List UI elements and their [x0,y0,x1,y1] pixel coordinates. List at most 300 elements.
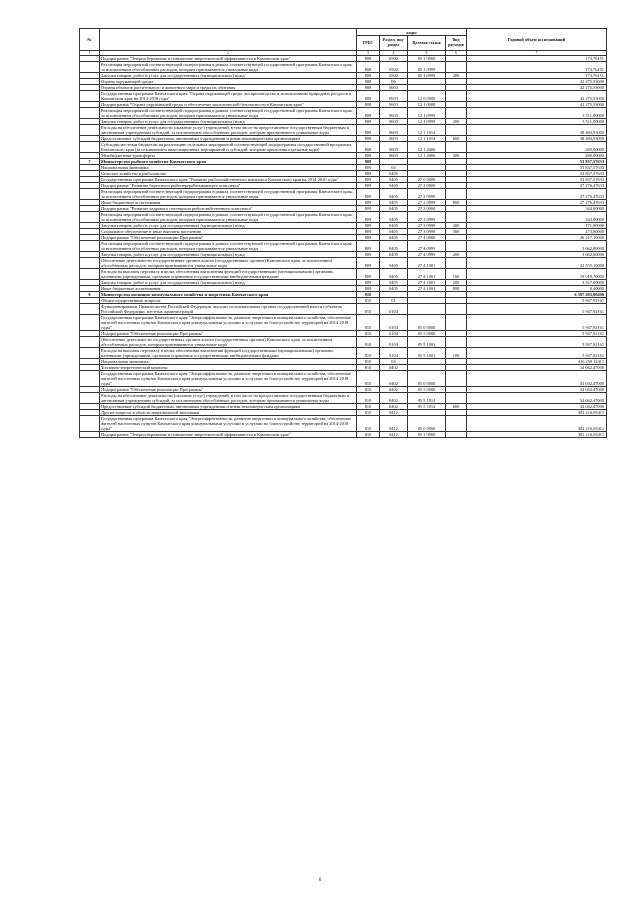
cell-razdel: 06 [380,79,408,85]
cell-vid [446,315,467,331]
cell-target: 05 0 0000 [408,371,446,387]
header-vid: Вид расходов [446,36,467,51]
cell-razdel: 0405 [380,212,408,223]
cell-name: Реализация мероприятий соответствующей подпрограммы в рамках соответствующей государственной программы Камчатского края, за исключением обособленных расходов, которым присваиваются уникальные коды [100,241,357,252]
cell-razdel: 0405 [380,258,408,269]
cell-grbs: 808 [357,73,380,79]
cell-vid [446,189,467,200]
cell-name: Министерство рыбного хозяйства Камчатского края [100,159,357,165]
cell-vid: 200 [446,252,467,258]
cell-num [80,241,100,252]
cell-sum: 8,40000 [467,286,607,292]
cell-grbs: 810 [357,371,380,387]
cell-sum: 5 947,92161 [467,315,607,331]
cell-name: Расходы на выплаты персоналу в целях обеспечения выполнения функций государственными (муниципальными) органами, казенными учреждениями, органами управления государственными внебюджетными фондами [100,348,357,359]
cell-name: Общегосударственные вопросы [100,298,357,304]
cell-target [408,304,446,315]
cell-name: Реализация мероприятий соответствующей подпрограммы в рамках соответствующей государственной программы Камчатского края, за исключением обособленных расходов, которым присваиваются уникальные коды [100,189,357,200]
cell-name: Расходы на обеспечение деятельности (оказание услуг) учреждений, в том числе на предоставление государственным бюджетным и автономным учреждениям субсидий, за исключением обособленных расходов, которым присваиваются уникальные коды [100,125,357,136]
cell-vid: 600 [446,136,467,142]
cell-vid: 100 [446,348,467,359]
table-row [80,91,607,102]
cell-grbs: 810 [357,359,380,365]
cell-grbs: 809 [357,280,380,286]
header-grbs: ГРБС [357,36,380,51]
cell-sum: 171,00000 [467,223,607,229]
cell-grbs: 808 [357,91,380,102]
cell-grbs: 808 [357,142,380,153]
cell-num [80,348,100,359]
cell-grbs: 810 [357,348,380,359]
cell-name: Субсидии местным бюджетам на реализацию отдельных мероприятий соответствующей подпрограммы государственной программы Камчатского края (за исключением инвестиционных мероприятий и субсидий, которым присвоены отдельные коды) [100,142,357,153]
cell-vid [446,432,467,438]
cell-vid [446,371,467,387]
header-tsel: Целевая статья [408,36,446,51]
cell-target: 27 3 0999 [408,229,446,235]
cell-num [80,393,100,404]
cell-num [80,125,100,136]
cell-name: Подпрограмма "Энергосбережение и повышение энергетической эффективности в Камчатском крае" [100,56,357,62]
cell-sum: 22 555,10000 [467,258,607,269]
cell-grbs: 810 [357,304,380,315]
cell-target: 05 1 0000 [408,56,446,62]
table-row [80,269,607,280]
cell-sum: 53 837,57633 [467,159,607,165]
cell-target: 27 2 0999 [408,200,446,206]
cell-sum: 19 019,70000 [467,269,607,280]
cell-vid: 500 [446,153,467,159]
table-row [80,125,607,136]
cell-grbs: 810 [357,387,380,393]
cell-name: Государственная программа Камчатского края "Энергоэффективность, развитие энергетики и коммунального хозяйства, обеспечение жителей населенных пунктов Камчатского края коммунальными услугами и услугами по благоустройству территорий на 2014-2018 годы" [100,416,357,432]
cell-sum: 27 276,47633 [467,183,607,189]
cell-name: Подпрограмма "Охрана окружающей среды и обеспечение экологической безопасности в Камчатском крае" [100,102,357,108]
cell-sum: 173,76151 [467,56,607,62]
cell-target: 27 4 0000 [408,235,446,241]
cell-grbs: 808 [357,125,380,136]
cell-target: 12 1 0999 [408,108,446,119]
cell-razdel: 0405 [380,223,408,229]
cell-target: 27 3 0999 [408,212,446,223]
cell-vid: 800 [446,200,467,206]
cell-grbs: 808 [357,102,380,108]
cell-grbs: 808 [357,119,380,125]
cell-razdel: 0502 [380,56,408,62]
cell-vid [446,304,467,315]
cell-target: 05 1 0999 [408,73,446,79]
cell-name: Национальная экономика [100,165,357,171]
cell-vid [446,125,467,136]
cell-razdel: 0603 [380,119,408,125]
cell-name: Подпрограмма "Развитие кадрового потенциала рыбохозяйственного комплекса" [100,206,357,212]
cell-razdel: 0405 [380,229,408,235]
cell-sum: 42 275,53000 [467,79,607,85]
cell-sum: 27 276,47633 [467,200,607,206]
cell-grbs: 809 [357,223,380,229]
cell-sum: 5 947,92161 [467,348,607,359]
cell-razdel: 0502 [380,73,408,79]
cell-vid [446,62,467,73]
cell-grbs: 809 [357,165,380,171]
cell-razdel: 0412 [380,410,408,416]
cell-sum: 5 947,92161 [467,331,607,337]
cell-sum: 26 217,10000 [467,235,607,241]
cell-sum: 42 275,53000 [467,91,607,102]
cell-razdel: 0405 [380,235,408,241]
cell-target: 12 0 0000 [408,91,446,102]
cell-razdel: 0603 [380,153,408,159]
cell-vid: 200 [446,280,467,286]
cell-name: Подпрограмма "Развитие берегового рыбоперерабатывающего комплекса" [100,183,357,189]
cell-name: Предоставление субсидий бюджетным, автономным учреждениям и иным некоммерческим организациям [100,404,357,410]
cell-vid [446,416,467,432]
cell-name: Государственная программа Камчатского края "Охрана окружающей среды, воспроизводство и использование природных ресурсов в Камчатском крае на 2014-2018 годы" [100,91,357,102]
cell-target: 05 5 0000 [408,387,446,393]
cell-num [80,91,100,102]
budget-document-page [79,28,606,438]
cell-num [80,108,100,119]
page-number: 6 [318,878,322,883]
column-index: 1 [80,51,100,56]
cell-sum: 34 042,47000 [467,371,607,387]
cell-razdel: 0603 [380,102,408,108]
cell-grbs: 809 [357,258,380,269]
cell-razdel: 0104 [380,315,408,331]
cell-sum: 3 511,00000 [467,119,607,125]
table-row [80,142,607,153]
cell-target: 27 3 0999 [408,223,446,229]
cell-grbs: 809 [357,206,380,212]
cell-sum: 173,76151 [467,62,607,73]
cell-razdel: 04 [380,359,408,365]
cell-name: Охрана объектов растительного и животного мира и среды их обитания [100,85,357,91]
cell-sum: 38 484,53000 [467,125,607,136]
cell-grbs: 808 [357,79,380,85]
cell-grbs: 809 [357,212,380,223]
cell-vid: 200 [446,119,467,125]
header-razdel: Раздел, под-раздел [380,36,408,51]
cell-name: Государственная программа Камчатского края "Развитие рыбохозяйственного комплекса Камчатского края на 2014-2020 годы" [100,177,357,183]
cell-sum: 3 662,00000 [467,241,607,252]
cell-grbs: 809 [357,159,380,165]
table-row [80,304,607,315]
cell-name: Закупка товаров, работ и услуг для государственных (муниципальных) нужд [100,223,357,229]
cell-razdel: 0405 [380,241,408,252]
cell-name: Иные бюджетные ассигнования [100,286,357,292]
cell-grbs: 809 [357,286,380,292]
cell-grbs: 809 [357,241,380,252]
cell-num [80,62,100,73]
cell-name: Закупка товаров, работ и услуг для государственных (муниципальных) нужд [100,119,357,125]
cell-grbs: 808 [357,136,380,142]
cell-num [80,258,100,269]
cell-target: 05 5 0000 [408,331,446,337]
cell-target: 12 1 0000 [408,102,446,108]
cell-target: 12 1 0999 [408,119,446,125]
cell-sum: 42 275,53000 [467,102,607,108]
cell-name: Подпрограмма "Энергосбережение и повышение энергетической эффективности в Камчатском крае" [100,432,357,438]
budget-table [79,28,607,438]
cell-razdel: 0402 [380,387,408,393]
cell-grbs: 809 [357,235,380,241]
cell-name: Национальная экономика [100,359,357,365]
cell-name: Функционирование Правительства Российской Федерации, высших исполнительных органов государственной власти субъектов Российской Федерации, местных администраций [100,304,357,315]
cell-num [80,212,100,223]
cell-grbs: 810 [357,331,380,337]
cell-razdel: 0603 [380,85,408,91]
cell-razdel: 0603 [380,142,408,153]
table-row [80,62,607,73]
table-row [80,241,607,252]
table-row [80,315,607,331]
cell-vid [446,108,467,119]
cell-grbs: 810 [357,298,380,304]
cell-num [80,315,100,331]
cell-grbs: 809 [357,229,380,235]
cell-name: Расходы на обеспечение деятельности (оказание услуг) учреждений, в том числе на предоставление государственным бюджетным и автономным учреждениям субсидий, за исключением обособленных расходов, которым присваиваются уникальные коды [100,393,357,404]
cell-grbs: 809 [357,171,380,177]
cell-num [80,432,100,438]
cell-razdel: 0104 [380,304,408,315]
cell-sum: 5 947,92161 [467,304,607,315]
cell-grbs: 809 [357,200,380,206]
cell-razdel: 0405 [380,252,408,258]
cell-vid: 100 [446,269,467,280]
cell-grbs: 810 [357,416,380,432]
cell-name: Министерство жилищно-коммунального хозяйства и энергетики Камчатского края [100,292,357,298]
cell-razdel: 0405 [380,183,408,189]
cell-name: Реализация мероприятий соответствующей подпрограммы в рамках соответствующей государственной программы Камчатского края, за исключением обособленных расходов, которым присваиваются уникальные коды [100,108,357,119]
cell-name: Реализация мероприятий соответствующей подпрограммы в рамках соответствующей государственной программы Камчатского края, за исключением обособленных расходов, которым присваиваются уникальные коды [100,212,357,223]
cell-name: Подпрограмма "Обеспечение реализации Программы" [100,387,357,393]
cell-num [80,337,100,348]
cell-razdel: 0405 [380,280,408,286]
cell-grbs: 808 [357,56,380,62]
cell-razdel: 0502 [380,62,408,73]
table-row [80,393,607,404]
cell-grbs: 810 [357,365,380,371]
cell-sum: 5 947,92161 [467,337,607,348]
column-index: 5 [408,51,446,56]
column-index: 2 [100,51,357,56]
header-name [100,29,357,51]
cell-name: Топливно-энергетический комплекс [100,365,357,371]
cell-name: Сельское хозяйство и рыболовство [100,171,357,177]
cell-vid: 600 [446,404,467,410]
table-row [80,212,607,223]
cell-razdel: 0402 [380,371,408,387]
cell-vid: 800 [446,286,467,292]
cell-target: 12 1 4006 [408,142,446,153]
cell-target: 27 4 1001 [408,269,446,280]
cell-vid [446,337,467,348]
cell-target: 05 5 1001 [408,348,446,359]
cell-target: 12 1 1014 [408,136,446,142]
cell-name: Подпрограмма "Обеспечение реализации Программы" [100,331,357,337]
cell-razdel: 01 [380,298,408,304]
cell-sum: 382 216,65411 [467,410,607,416]
cell-razdel: 0402 [380,404,408,410]
cell-sum: 173,00000 [467,229,607,235]
cell-vid [446,212,467,223]
cell-grbs: 809 [357,189,380,200]
cell-sum: 280,00000 [467,142,607,153]
cell-grbs: 810 [357,410,380,416]
cell-num: 7 [80,159,100,165]
cell-vid [446,393,467,404]
cell-target: 27 4 1001 [408,286,446,292]
cell-name: Обеспечение деятельности государственных органов власти (государственных органов) Камчатского края, за исключением обособленных расходов, которым присваиваются уникальные коды [100,258,357,269]
cell-vid [446,142,467,153]
cell-razdel: 0104 [380,348,408,359]
cell-sum: 27 276,47633 [467,189,607,200]
cell-num [80,416,100,432]
cell-target: 05 1 0000 [408,432,446,438]
table-body [80,56,607,438]
cell-razdel: 0405 [380,177,408,183]
cell-target: 27 0 0000 [408,177,446,183]
cell-sum: 3 527,00000 [467,280,607,286]
cell-grbs: 809 [357,269,380,280]
cell-vid [446,241,467,252]
table-row [80,258,607,269]
cell-grbs: 809 [357,183,380,189]
cell-target: 05 0 0000 [408,416,446,432]
cell-grbs: 808 [357,85,380,91]
header-sum: Годовой объем ассигнований [467,29,607,51]
cell-razdel: 0412 [380,416,408,432]
cell-sum: 34 042,47000 [467,393,607,404]
cell-name: Социальное обеспечение и иные выплаты населению [100,229,357,235]
cell-sum: 173,76151 [467,73,607,79]
cell-sum: 344,00000 [467,212,607,223]
cell-target: 27 4 0999 [408,241,446,252]
cell-num [80,269,100,280]
cell-razdel: 0405 [380,200,408,206]
cell-num [80,142,100,153]
cell-grbs: 810 [357,404,380,410]
cell-name: Закупка товаров, работ и услуг для государственных (муниципальных) нужд [100,280,357,286]
cell-grbs: 810 [357,337,380,348]
cell-name: Реализация мероприятий соответствующей подпрограммы в рамках соответствующей государственной программы Камчатского края, за исключением обособленных расходов, которым присваиваются уникальные коды [100,62,357,73]
table-row [80,337,607,348]
table-row [80,432,607,438]
cell-razdel: 0603 [380,108,408,119]
table-row [80,108,607,119]
cell-target: 27 3 0000 [408,206,446,212]
cell-name: Государственная программа Камчатского края "Энергоэффективность, развитие энергетики и коммунального хозяйства, обеспечение жителей населенных пунктов Камчатского края коммунальными услугами и услугами по благоустройству территорий на 2014-2018 годы" [100,371,357,387]
cell-name: Другие вопросы в области национальной экономики [100,410,357,416]
column-index: 3 [357,51,380,56]
cell-target: 05 0 0000 [408,315,446,331]
column-index: 7 [467,51,607,56]
cell-sum: 382 216,65411 [467,416,607,432]
cell-name: Межбюджетные трансферты [100,153,357,159]
cell-razdel: 04 [380,165,408,171]
cell-target: 05 5 1014 [408,404,446,410]
cell-vid: 300 [446,229,467,235]
cell-target: 27 4 1001 [408,258,446,269]
cell-num [80,189,100,200]
cell-target: 27 2 0999 [408,189,446,200]
cell-sum: 34 042,47000 [467,387,607,393]
cell-name: Закупка товаров, работ и услуг для государственных (муниципальных) нужд [100,252,357,258]
cell-num: 8 [80,292,100,298]
header-codes: коды [357,29,467,36]
cell-razdel: 0104 [380,331,408,337]
cell-razdel: 0603 [380,91,408,102]
cell-vid [446,258,467,269]
cell-sum: 34 042,47000 [467,365,607,371]
cell-name: Иные бюджетные ассигнования [100,200,357,206]
cell-target: 12 1 4006 [408,153,446,159]
table-row [80,416,607,432]
cell-sum: 416 259,12411 [467,359,607,365]
cell-sum: 344,00000 [467,206,607,212]
cell-razdel: 0402 [380,365,408,371]
cell-vid [446,91,467,102]
cell-grbs: 808 [357,62,380,73]
cell-sum: 280,00000 [467,153,607,159]
cell-grbs: 810 [357,292,380,298]
cell-sum: 42 275,53000 [467,85,607,91]
cell-razdel: 0405 [380,189,408,200]
cell-razdel: 0412 [380,432,408,438]
cell-grbs: 810 [357,393,380,404]
cell-target: 27 2 0000 [408,183,446,189]
cell-grbs: 808 [357,108,380,119]
cell-name: Подпрограмма "Обеспечение реализации Программы" [100,235,357,241]
cell-sum: 3 511,00000 [467,108,607,119]
cell-sum: 53 837,57633 [467,171,607,177]
cell-target: 05 1 0999 [408,62,446,73]
cell-sum: 34 042,47000 [467,404,607,410]
cell-sum: 53 837,57633 [467,165,607,171]
cell-razdel: 0603 [380,136,408,142]
column-index: 6 [446,51,467,56]
table-row [80,348,607,359]
cell-razdel: 0405 [380,269,408,280]
table-row [80,371,607,387]
cell-grbs: 809 [357,177,380,183]
cell-sum: 3 662,00000 [467,252,607,258]
cell-sum: 382 216,65411 [467,432,607,438]
cell-num [80,304,100,315]
cell-sum: 5 947,92161 [467,298,607,304]
cell-target: 27 4 1001 [408,280,446,286]
cell-target: 12 1 1014 [408,125,446,136]
cell-name: Обеспечение деятельности государственных органов власти (государственных органов) Камчатского края, за исключением обособленных расходов, которым присваиваются уникальные коды [100,337,357,348]
cell-vid: 200 [446,73,467,79]
cell-razdel: 0603 [380,125,408,136]
cell-grbs: 810 [357,315,380,331]
column-index: 4 [380,51,408,56]
cell-target: 05 5 1014 [408,393,446,404]
cell-name: Расходы на выплаты персоналу в целях обеспечения выполнения функций государственными (муниципальными) органами, казенными учреждениями, органами управления государственными внебюджетными фондами [100,269,357,280]
cell-grbs: 810 [357,432,380,438]
cell-vid: 200 [446,223,467,229]
cell-razdel: 0405 [380,286,408,292]
cell-sum: 53 837,57633 [467,177,607,183]
cell-sum: 6 397 203,00496 [467,292,607,298]
cell-name: Закупка товаров, работ и услуг для государственных (муниципальных) нужд [100,73,357,79]
table-row [80,189,607,200]
header-num: № [80,29,100,51]
cell-razdel: 0405 [380,171,408,177]
cell-sum: 38 484,53000 [467,136,607,142]
cell-grbs: 809 [357,252,380,258]
cell-target: 27 4 0999 [408,252,446,258]
